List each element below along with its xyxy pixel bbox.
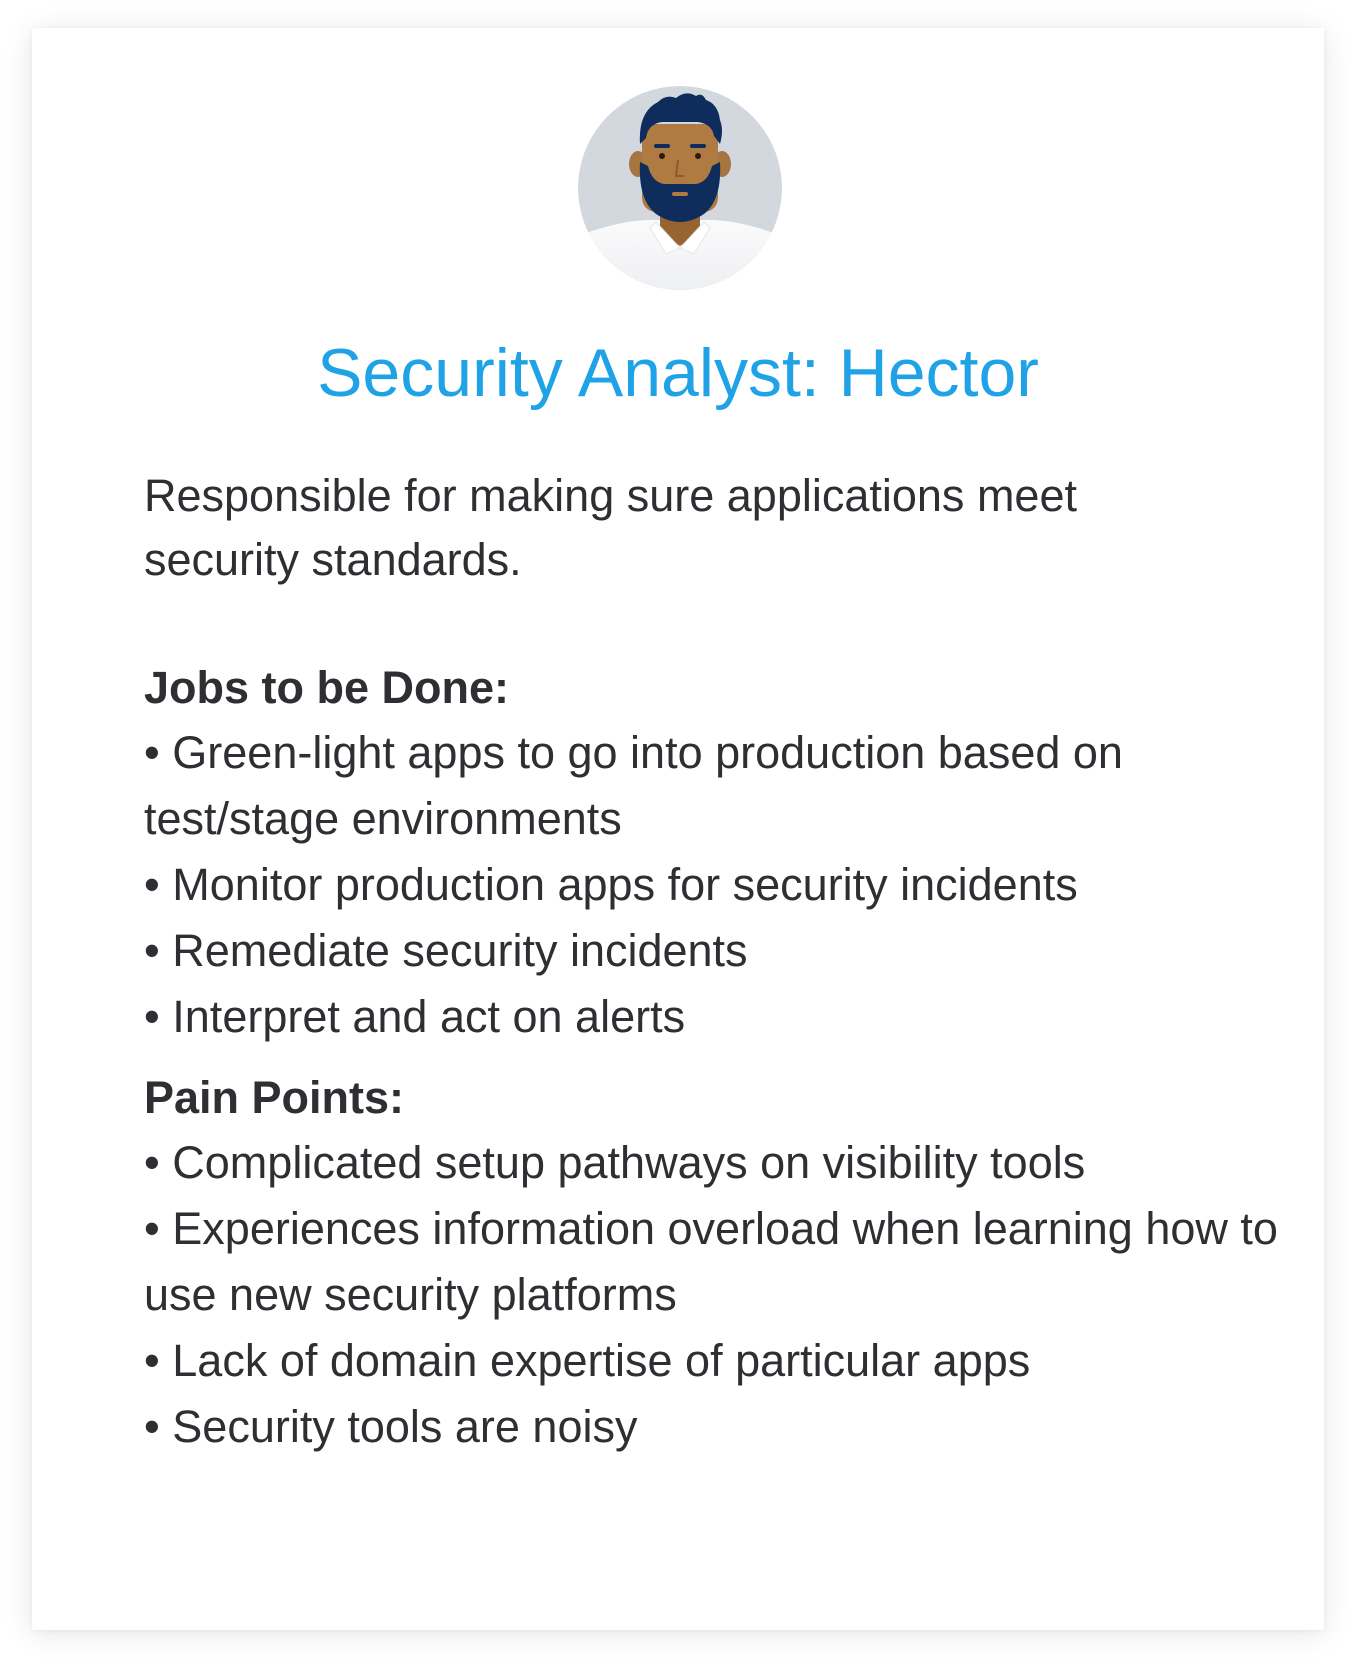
persona-summary: Responsible for making sure applications meet security standards. [144,470,1077,585]
bullet-icon: • [144,1203,160,1254]
bullet-icon: • [144,1401,160,1452]
list-item [144,852,1304,918]
pain-point-text: Lack of domain expertise of particular apps [172,1335,1031,1386]
list-item [144,984,1304,1050]
jobs-list [144,720,1304,1050]
avatar [578,86,782,290]
pain-points-heading: Pain Points: [144,1072,405,1123]
bullet-icon: • [144,859,160,910]
list-item [144,1328,1304,1394]
job-item-text: Green-light apps to go into production based on test/stage environments [144,727,1123,844]
bullet-icon: • [144,1137,160,1188]
bullet-icon: • [144,925,160,976]
list-item [144,1130,1304,1196]
list-item [144,720,1304,852]
list-item [144,918,1304,984]
pain-point-text: Experiences information overload when learning how to use new security platforms [144,1203,1278,1320]
persona-content [144,464,1304,1460]
persona-card [32,28,1324,1630]
list-item [144,1196,1304,1328]
jobs-heading: Jobs to be Done: [144,662,510,713]
bullet-icon: • [144,1335,160,1386]
bullet-icon: • [144,727,160,778]
job-item-text: Monitor production apps for security incidents [172,859,1078,910]
pain-point-text: Complicated setup pathways on visibility tools [172,1137,1086,1188]
job-item-text: Interpret and act on alerts [172,991,686,1042]
bullet-icon: • [144,991,160,1042]
pain-point-text: Security tools are noisy [172,1401,638,1452]
pain-points-list [144,1130,1304,1460]
person-avatar-icon [578,86,782,290]
job-item-text: Remediate security incidents [172,925,748,976]
list-item [144,1394,1304,1460]
persona-title: Security Analyst: Hector [317,335,1039,411]
